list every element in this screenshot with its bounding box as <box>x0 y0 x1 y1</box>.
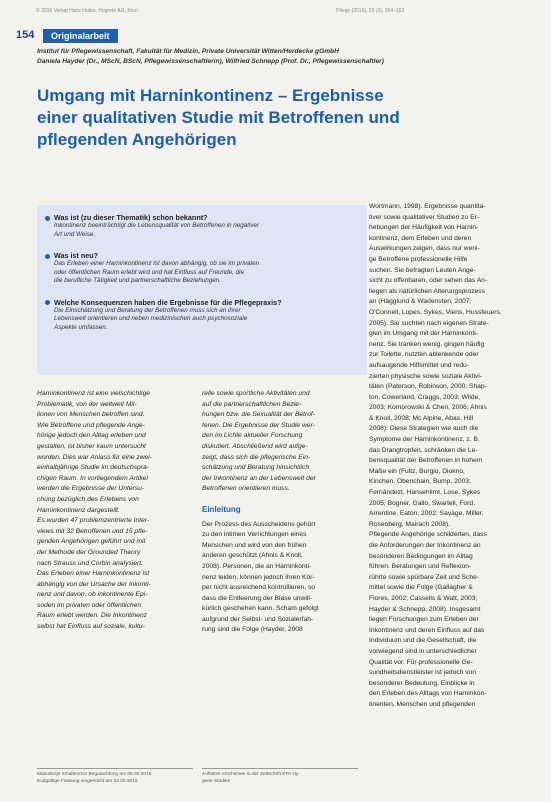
bullet-icon <box>45 254 50 259</box>
text-line: kontinenz, dem Erleben und deren <box>369 234 472 242</box>
text-line: liegen Forschungen zum Erleben der <box>369 616 479 624</box>
institute-line: Institut für Pflegewissenschaft, Fakultät für Medizin, Private Universität Witten/Herdecke gGmbH <box>37 48 339 55</box>
text-line: nenz und davon, ob inkontinente Epi- <box>37 591 148 599</box>
text-line: dass die Entleerung der Blase unwill- <box>202 594 313 602</box>
bullet-icon <box>45 300 50 305</box>
abstract-continuation <box>202 389 358 495</box>
text-line: täten (Paterson, Robinson, 2000; Shap- <box>369 383 487 391</box>
text-line: werden die Ergebnisse der Untersu- <box>37 485 145 493</box>
text-line: Rosenberg, Mairach 2008). <box>369 520 451 528</box>
text-line: Harninkontinenz dargestellt. <box>37 506 120 514</box>
publisher-line: © 2016 Verlag Hans Huber, Hogrefe AG, Bern <box>36 8 138 14</box>
text-line: Problematik, von der weltweit Mil- <box>37 400 137 408</box>
text-line: Auswirkungen zeigen, dass nur weni- <box>369 245 480 253</box>
text-line: abhängig von der Ursache der Inkonti- <box>37 580 151 588</box>
summary-question: Was ist (zu dieser Thematik) schon bekannt? <box>45 213 363 222</box>
text-line: sicht zu offenbaren, oder sehen das An- <box>369 277 488 285</box>
text-line: zierten physische sowie soziale Aktivi- <box>369 372 482 380</box>
text-line: nenz. Sie tranken wenig, gingen häufig <box>369 340 485 348</box>
text-line: an (Hägglund & Wadensten, 2007; <box>369 298 472 306</box>
text-line: schätzung und Beratung hinsichtlich <box>202 464 310 472</box>
section-label: Originalarbeit <box>43 29 118 43</box>
authors-line: Daniela Hayder (Dr., MScN, BScN, Pflegewissenschaftlerin), Wilfried Schnepp (Prof. Dr., Pflegewissenschaftler) <box>37 58 384 65</box>
text-line: Kinchen, Obenchain, Bump, 2003; <box>369 478 471 486</box>
abstract-column-1 <box>37 389 193 633</box>
text-line: kürlich geschehen kann. Scham gefolgt <box>202 605 319 613</box>
text-line: der Inkontinenz an der Lebenswelt der <box>202 474 316 482</box>
text-line: genden Angehörigen geführt und mit <box>37 538 146 546</box>
footnote-left: Manuskript erhalten/zur Begutachtung am 05.02.2016 Endgültige Fassung eingereicht am 22.02.2016 <box>37 772 152 784</box>
abstract-column-2 <box>202 389 358 636</box>
text-line: vorwiegend sind in unterschiedlicher <box>369 647 477 655</box>
text-line: 2008). Diese Strategien wie auch die <box>369 425 479 433</box>
title-line: Umgang mit Harninkontinenz – Ergebnisse <box>37 86 384 105</box>
text-line: Betroffenen orientieren muss. <box>202 485 290 493</box>
footnote-rule <box>202 768 358 769</box>
text-line: per nicht ausreichend kontrollieren, so <box>202 584 316 592</box>
text-line: Es wurden 47 problemzentrierte Inter- <box>37 517 150 525</box>
text-line: besonderen Bedingungen im Alltag <box>369 552 473 560</box>
text-line: 2005; Bogner, Gallo, Swartell, Ford, <box>369 499 475 507</box>
bullet-icon <box>45 216 50 221</box>
text-line: Der Prozess des Ausscheidens gehört <box>202 520 316 528</box>
text-line: fenen. Die Ergebnisse der Studie wer- <box>202 421 315 429</box>
text-line: Menschen und wird von den frühen <box>202 541 307 549</box>
text-line: den Erleben des Alltags von Harninkon- <box>369 690 487 698</box>
title-line: pflegenden Angehörigen <box>37 130 237 149</box>
text-line: hungen bzw. die Sexualität der Betrof- <box>202 411 316 419</box>
text-line: zeigt, dass sich die pflegerische Ein- <box>202 453 311 461</box>
summary-question: Was ist neu? <box>45 251 363 260</box>
section-heading: Einleitung <box>202 504 241 514</box>
text-line: lionen von Menschen betroffen sind. <box>37 411 145 419</box>
text-line: worden. Dies war Anlass für eine zwei- <box>37 453 152 461</box>
text-line: führen. Beratungen und Reflexion- <box>369 563 472 571</box>
text-line: sundheitsdienstleister ist jedoch von <box>369 669 477 677</box>
text-line: Raum erlebt werden. Die Inkontinenz <box>37 612 148 620</box>
text-line: tinenten, Menschen und pflegenden <box>369 700 476 708</box>
text-line: zu den intimen Verrichtungen eines <box>202 531 307 539</box>
summary-question: Welche Konsequenzen haben die Ergebnisse für die Pflegepraxis? <box>45 298 363 307</box>
summary-answer: Inkontinenz beeinträchtigt die Lebensqualität von Betroffenen in negativer Art und Weise. <box>54 222 260 238</box>
text-line: anderen geschützt (Ahnis & Knoll, <box>202 552 303 560</box>
text-line: nach Strauss und Corbin analysiert. <box>37 559 143 567</box>
footnote-right: Aufsätze erscheinen in der Zeitschrift EPA Hy- gene Studien <box>202 772 301 784</box>
text-line: selbst hat Einfluss auf soziale, kultu- <box>37 623 145 631</box>
text-line: rung sind die Folge (Hayder, 2008 <box>202 626 303 634</box>
text-line: hebungen der Häufigkeit von Harnin- <box>369 224 479 232</box>
text-line: aufsaugende Hilfsmittel und redu- <box>369 361 469 369</box>
text-line: die Anforderungen der Inkontinenz an <box>369 542 481 549</box>
text-line: relle sowie sportliche Aktivitäten und <box>202 390 310 397</box>
text-line: aufgrund der Selbst- und Sozialerfah- <box>202 615 314 623</box>
text-line: hörige jedoch den Alltag erleben und <box>37 432 146 440</box>
text-line: mittel sowie die Folge (Gallagher & <box>369 584 473 592</box>
text-line: nenz leiden, können jedoch ihren Kör- <box>202 573 315 581</box>
text-line: zur Toilette, nutzten ablenkende oder <box>369 351 479 359</box>
text-line: O'Connell, Lopes, Sykes, Viens, Hussfeuers, <box>369 308 502 316</box>
text-line: bensqualität der Betroffenen in hohem <box>369 457 483 465</box>
text-line: Pflegende Angehörige schilderten, dass <box>369 531 487 539</box>
text-line: besonderer Bedeutung, Einblicke in <box>369 679 475 687</box>
body-column-3 <box>369 202 523 711</box>
journal-line: Pflege (2016), 29 (3), 154–163 <box>336 8 405 14</box>
text-line: ton, Cowerland, Craggs, 2003; Wilde, <box>369 393 481 401</box>
text-line: gien im Umgang mit der Harninkonti- <box>369 330 478 338</box>
text-line: tiver sowie qualitativer Studien zu Er- <box>369 213 480 221</box>
text-line: 2008). Personen, die an Harninkonti- <box>202 562 312 570</box>
text-line: liegen als natürlichen Alterungsprozess <box>369 287 485 295</box>
text-line: views mit 32 Betroffenen und 15 pfle- <box>37 527 148 535</box>
summary-answer: Das Erleben einer Harninkontinenz ist davon abhängig, ob sie im privaten oder öffentlichen Raum erlebt wird und hat Einfluss auf Freunde, die die berufliche Tätigkeit und partnerschaftliche Beziehungen. <box>54 260 260 284</box>
text-line: chung bezüglich des Erlebens von <box>37 495 139 503</box>
text-line: der Methode der Grounded Theory <box>37 548 141 556</box>
text-line: 2003; Komorowski & Chen, 2006; Ahnis <box>369 404 487 412</box>
text-line: Wortmann, 1998). Ergebnisse quantita- <box>369 203 486 210</box>
text-line: Harninkontinenz ist eine vielschichtige <box>37 390 151 397</box>
article-title <box>37 85 517 151</box>
text-line: 2005). Sie suchten nach eigenen Strate- <box>369 319 489 327</box>
text-line: suchen. Sie befragten Leuten Ange- <box>369 266 476 274</box>
page-number: 154 <box>16 29 35 41</box>
summary-box <box>37 205 367 375</box>
text-line: rührte sowie spürbare Zeit und Sche- <box>369 573 480 581</box>
text-line: Symptome der Harninkontinenz, z. B. <box>369 436 480 444</box>
footnote-rule <box>37 768 193 769</box>
text-line: & Knoll, 2008; Mc Alpine, Abas, Hill <box>369 414 474 422</box>
text-line: Inkontinenz und deren Einfluss auf das <box>369 626 485 634</box>
introduction-text <box>202 520 358 637</box>
text-line: Fernándezt, Hansehlimt, Lose, Sykes <box>369 489 481 497</box>
text-line: Hayder & Schnepp, 2008). Insgesamt <box>369 605 481 613</box>
text-line: auf die partnerschaftlichen Bezie- <box>202 400 302 408</box>
text-line: einhalbjährige Studie im deutschspra- <box>37 464 149 472</box>
text-line: Qualität vor. Für professionelle Ge- <box>369 658 473 666</box>
title-line: einer qualitativen Studie mit Betroffenen und <box>37 108 400 127</box>
text-line: Wie Betroffene und pflegende Ange- <box>37 421 145 429</box>
text-line: soden im privaten oder öffentlichen <box>37 601 142 609</box>
summary-answer: Die Einschätzung und Beratung der Betroffenen muss sich an ihrer Lebenswelt orientieren und neben medizinischen auch psychosoziale Aspekte umfassen. <box>54 306 248 331</box>
text-line: den im Lichte aktueller Forschung <box>202 432 303 440</box>
text-line: das Drangtropfen, schränken die Le- <box>369 446 478 454</box>
text-line: Individuum und die Gesellschaft, die <box>369 637 477 645</box>
text-line: ge Betroffene professionelle Hilfe <box>369 255 468 263</box>
text-line: Flores, 2002; Cassells & Watt, 2003; <box>369 594 478 602</box>
text-line: diskutiert. Abschließend wird aufge- <box>202 442 308 450</box>
text-line: chigen Raum. In vorliegendem Artikel <box>37 474 148 482</box>
text-line: Das Erleben einer Harninkontinenz ist <box>37 570 150 578</box>
text-line: Maße ein (Fultz, Burgio, Diokno, <box>369 467 465 475</box>
text-line: Arrentine, Eaton, 2002; Savage, Miller, <box>369 510 484 518</box>
text-line: gestalten, ist bisher kaum untersucht <box>37 442 146 450</box>
